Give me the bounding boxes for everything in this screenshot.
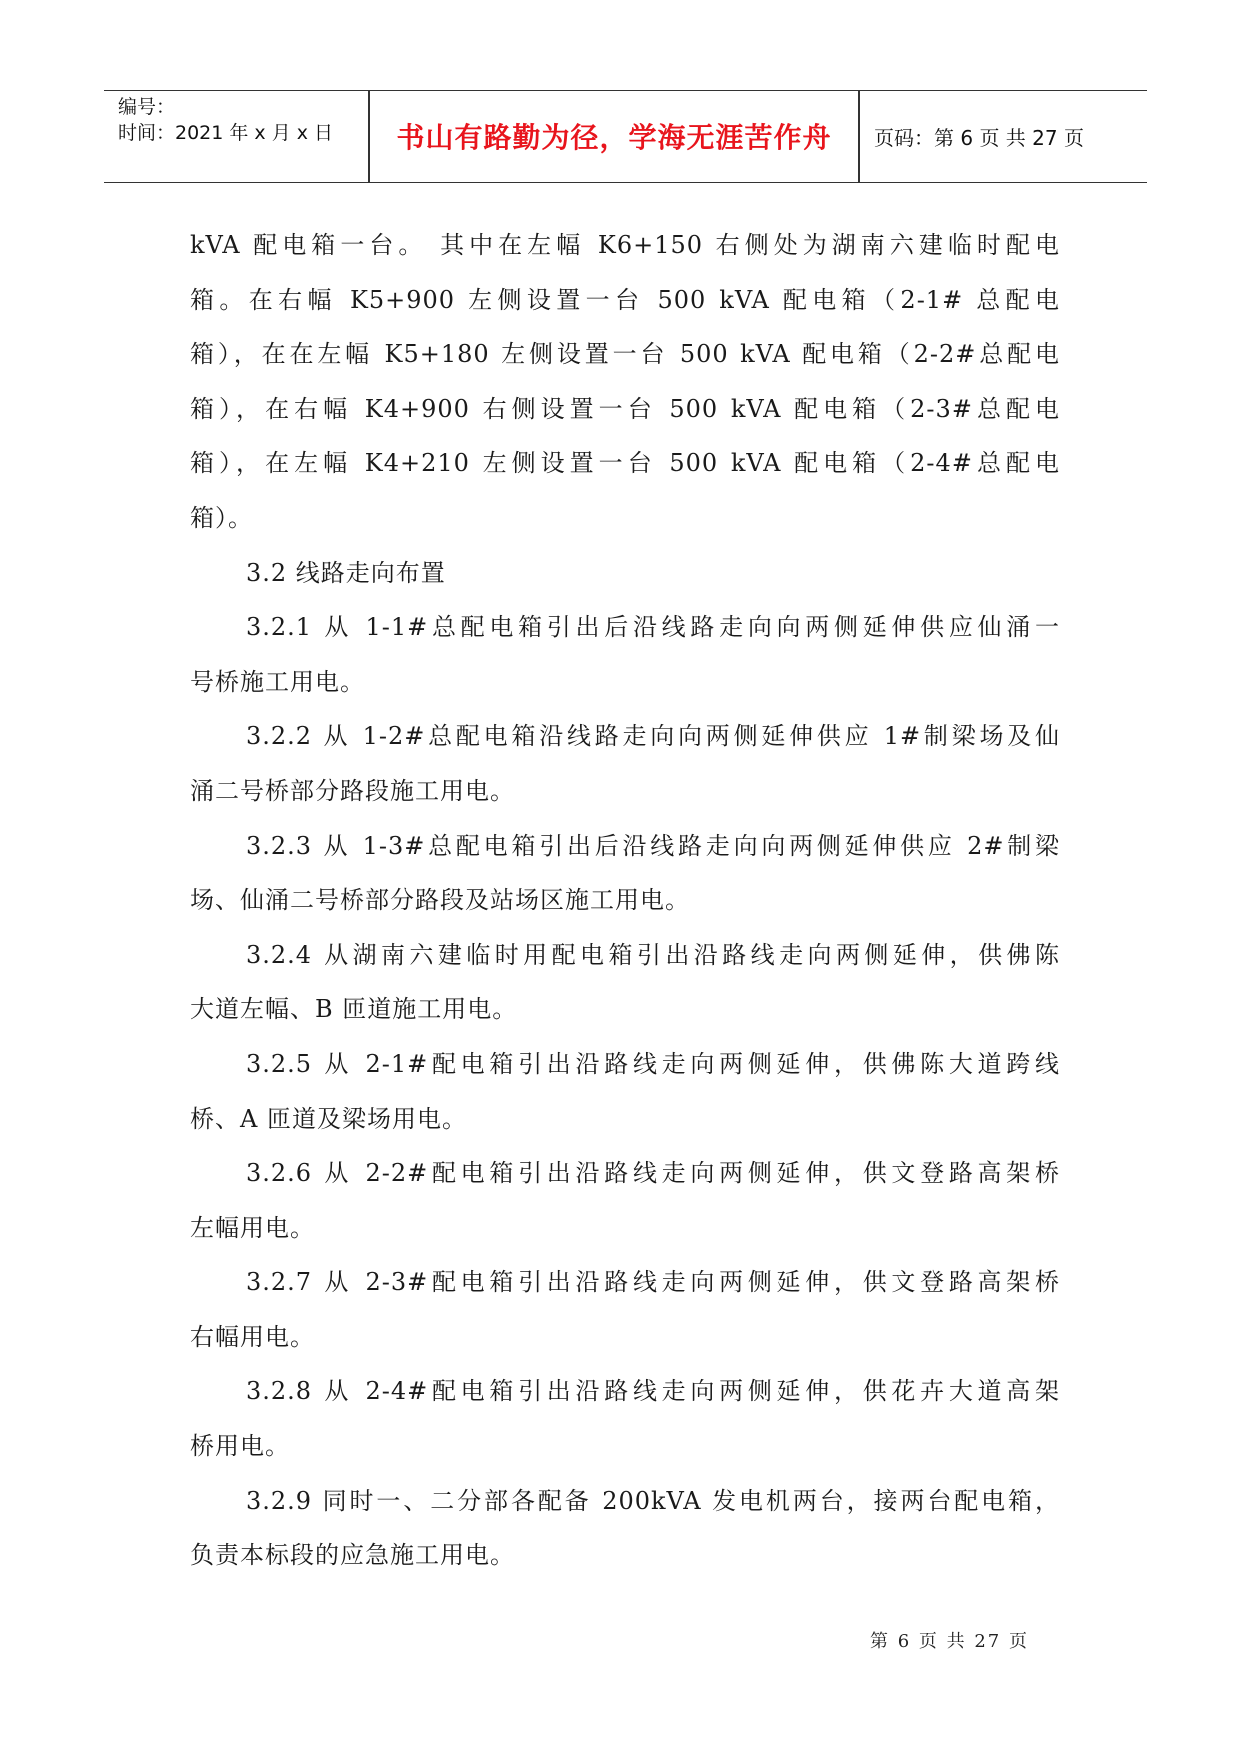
header-meta xyxy=(118,94,333,146)
text-line: 箱）。 xyxy=(190,503,253,532)
text-line: 3.2.8 从 2-4#配电箱引出沿路线走向两侧延伸，供花卉大道高架 xyxy=(246,1377,1060,1406)
page-footer: 第 6 页 共 27 页 xyxy=(870,1631,1029,1652)
text-line: 负责本标段的应急施工用电。 xyxy=(190,1541,515,1570)
header-page-number: 页码：第 6 页 共 27 页 xyxy=(874,125,1084,150)
text-line: 桥用电。 xyxy=(190,1432,290,1461)
text-line: 箱），在左幅 K4+210 左侧设置一台 500 kVA 配电箱（2-4#总配电 xyxy=(190,449,1060,478)
text-line: 3.2.7 从 2-3#配电箱引出沿路线走向两侧延伸，供文登路高架桥 xyxy=(246,1268,1060,1297)
text-line: 3.2.1 从 1-1#总配电箱引出后沿线路走向向两侧延伸供应仙涌一 xyxy=(246,613,1060,642)
page-header xyxy=(104,90,1147,183)
body-text xyxy=(190,218,1060,1583)
header-divider xyxy=(368,91,370,182)
text-line: 箱），在在左幅 K5+180 左侧设置一台 500 kVA 配电箱（2-2#总配电 xyxy=(190,340,1060,369)
text-line: 3.2.6 从 2-2#配电箱引出沿路线走向两侧延伸，供文登路高架桥 xyxy=(246,1159,1060,1188)
header-motto: 书山有路勤为径，学海无涯苦作舟 xyxy=(396,121,832,154)
text-line: kVA 配电箱一台。 其中在左幅 K6+150 右侧处为湖南六建临时配电 xyxy=(190,231,1060,259)
text-line: 场、仙涌二号桥部分路段及站场区施工用电。 xyxy=(190,886,690,915)
header-divider xyxy=(858,91,860,182)
text-line: 号桥施工用电。 xyxy=(190,667,365,696)
text-line: 3.2.5 从 2-1#配电箱引出沿路线走向两侧延伸，供佛陈大道跨线 xyxy=(246,1049,1060,1078)
text-line: 3.2.9 同时一、二分部各配备 200kVA 发电机两台，接两台配电箱， xyxy=(246,1486,1060,1515)
text-line: 涌二号桥部分路段施工用电。 xyxy=(190,776,515,805)
text-line: 3.2.4 从湖南六建临时用配电箱引出沿路线走向两侧延伸，供佛陈 xyxy=(246,940,1060,969)
header-number: 编号： xyxy=(118,96,176,118)
text-line: 左幅用电。 xyxy=(190,1213,315,1242)
section-heading: 3.2 线路走向布置 xyxy=(246,558,446,587)
text-line: 3.2.3 从 1-3#总配电箱引出后沿线路走向向两侧延伸供应 2#制梁 xyxy=(246,831,1060,860)
text-line: 右幅用电。 xyxy=(190,1322,315,1351)
header-time: 时间：2021 年 x 月 x 日 xyxy=(118,122,334,144)
text-line: 3.2.2 从 1-2#总配电箱沿线路走向向两侧延伸供应 1#制梁场及仙 xyxy=(246,722,1060,751)
text-line: 桥、A 匝道及梁场用电。 xyxy=(190,1104,467,1133)
text-line: 箱），在右幅 K4+900 右侧设置一台 500 kVA 配电箱（2-3#总配电 xyxy=(190,394,1060,423)
text-line: 大道左幅、B 匝道施工用电。 xyxy=(190,995,518,1024)
text-line: 箱。在右幅 K5+900 左侧设置一台 500 kVA 配电箱（2-1# 总配电 xyxy=(190,285,1060,314)
